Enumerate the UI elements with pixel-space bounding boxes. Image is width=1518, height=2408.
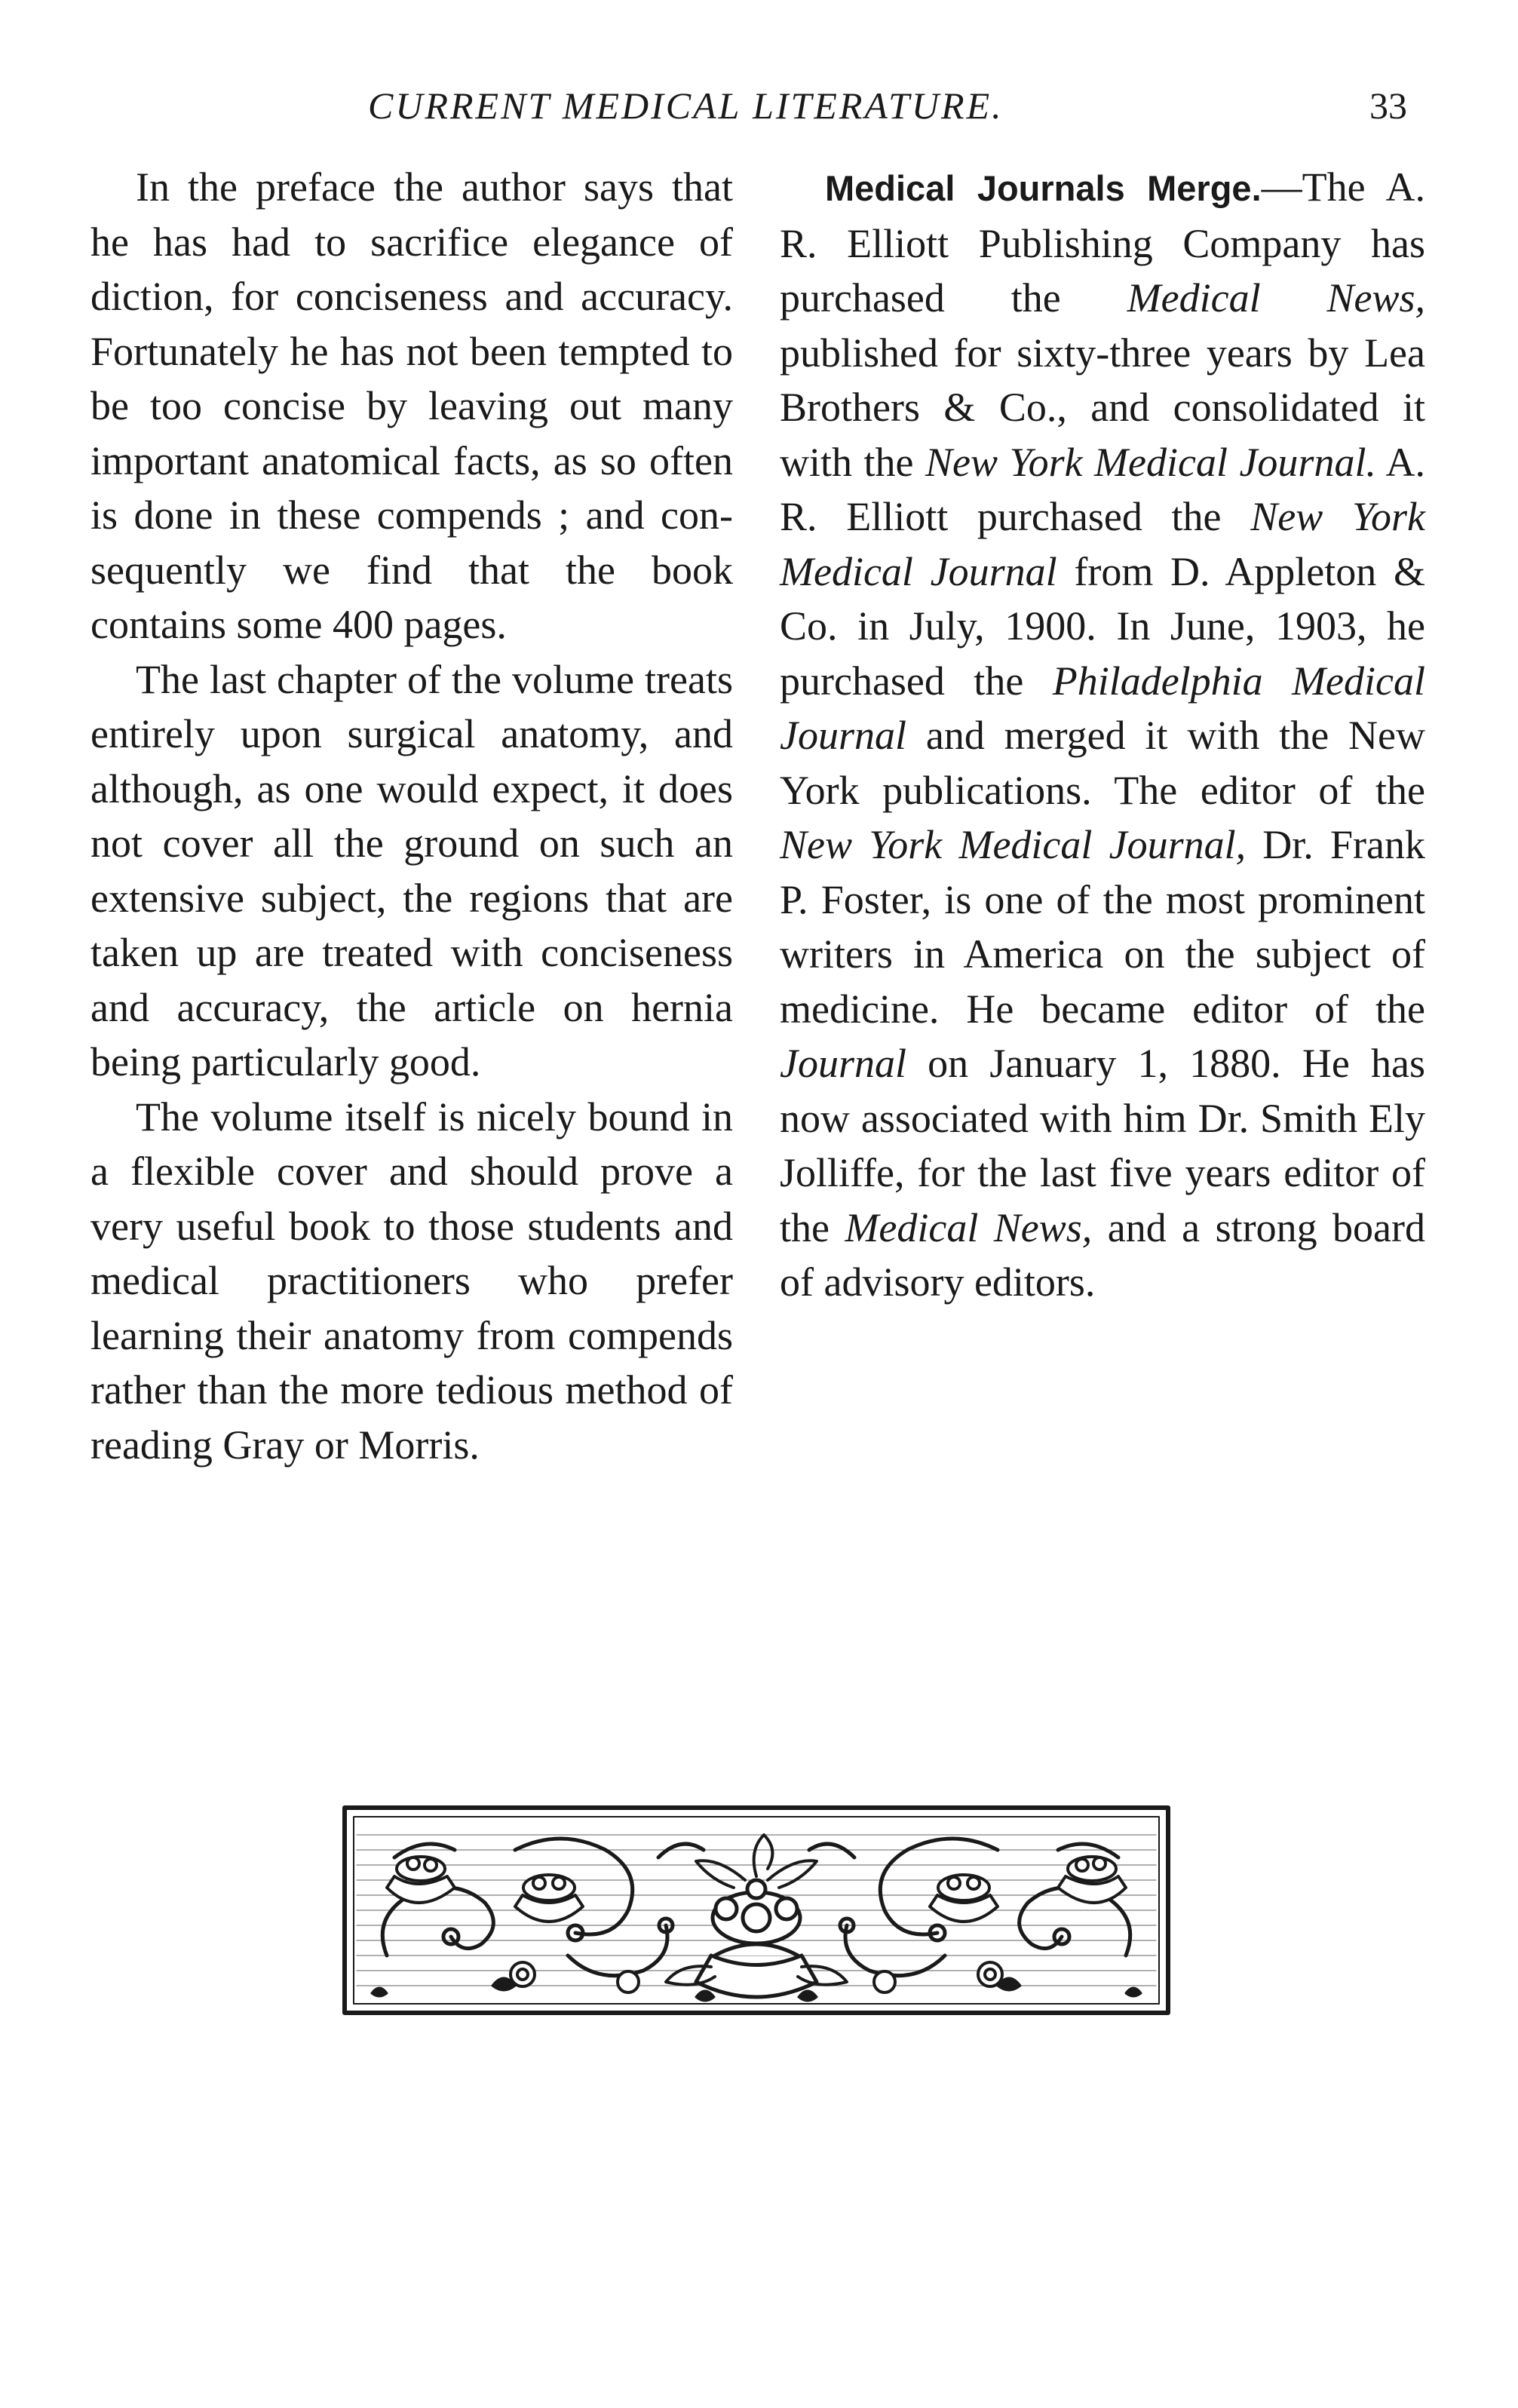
running-head — [0, 75, 1518, 136]
text-run: on January 1, 1880. He has now associated with him Dr. Smith Ely Jolliffe, for the last five years editor of the — [780, 1041, 1425, 1250]
text-run: published for sixty-three years by Lea Brothers & Co., and consolidated it with the — [780, 330, 1425, 485]
paragraph-last-chapter: The last chapter of the volume treats entirely upon surgical anatomy, and although, as one would expect, it does not cover all the ground on such an extensive subject, the regions that are taken up are treated with conciseness and accuracy, the article on hernia being particularly good. — [90, 656, 733, 1084]
text-run: Dr. Frank P. Foster, is one of the most prominent writers in America on the subject of medicine. He became editor of the — [780, 822, 1425, 1032]
floral-scroll-ornament-icon — [342, 1805, 1171, 2016]
paragraph-volume-binding: The volume itself is nicely bound in a flexible cover and should prove a very useful book to those students and medical practitioners who prefer learning their anatomy from compends rather than the more tedious method of reading Gray or Morris. — [90, 1094, 733, 1468]
journal-title: New York Medical Journal — [780, 494, 1426, 594]
text-run: from D. Appleton & Co. in July, 1900. In June, 1903, he purchased the — [780, 548, 1425, 704]
right-column — [780, 160, 1425, 1310]
text-run: and a strong board of advisory editors. — [780, 1204, 1425, 1305]
text-run: and merged it with the New York publications. The editor of the — [780, 713, 1425, 813]
paragraph-preface: In the preface the author says that he has had to sacrifice elegance of diction, for conciseness and accuracy. Fortunately he has not been tempted to be too concise by leaving out many important anatomical facts, as so often is done in these compends ; and consequently we find that the book contains some 400 pages. — [90, 164, 733, 647]
journal-title: Journal — [780, 1041, 906, 1086]
journal-title: Medical News, — [1127, 275, 1425, 321]
journal-title: Philadelphia Medical Journal — [780, 658, 1426, 758]
journal-title: New York Medical Journal, — [780, 822, 1247, 867]
left-column — [90, 160, 733, 1472]
journal-title: Medical News, — [845, 1204, 1093, 1250]
section-heading: Medical Journals Merge. — [825, 168, 1262, 208]
text-run: —The A. R. Elliott Publishing Company has purchased the — [780, 164, 1425, 321]
paragraph-journals-merge — [780, 160, 1425, 1310]
page-number: 33 — [1369, 84, 1407, 127]
text-run: A. R. Elliott purchased the — [780, 439, 1425, 539]
running-title: CURRENT MEDICAL LITERATURE. — [368, 84, 1004, 127]
journal-title: New York Medical Journal. — [925, 439, 1376, 485]
